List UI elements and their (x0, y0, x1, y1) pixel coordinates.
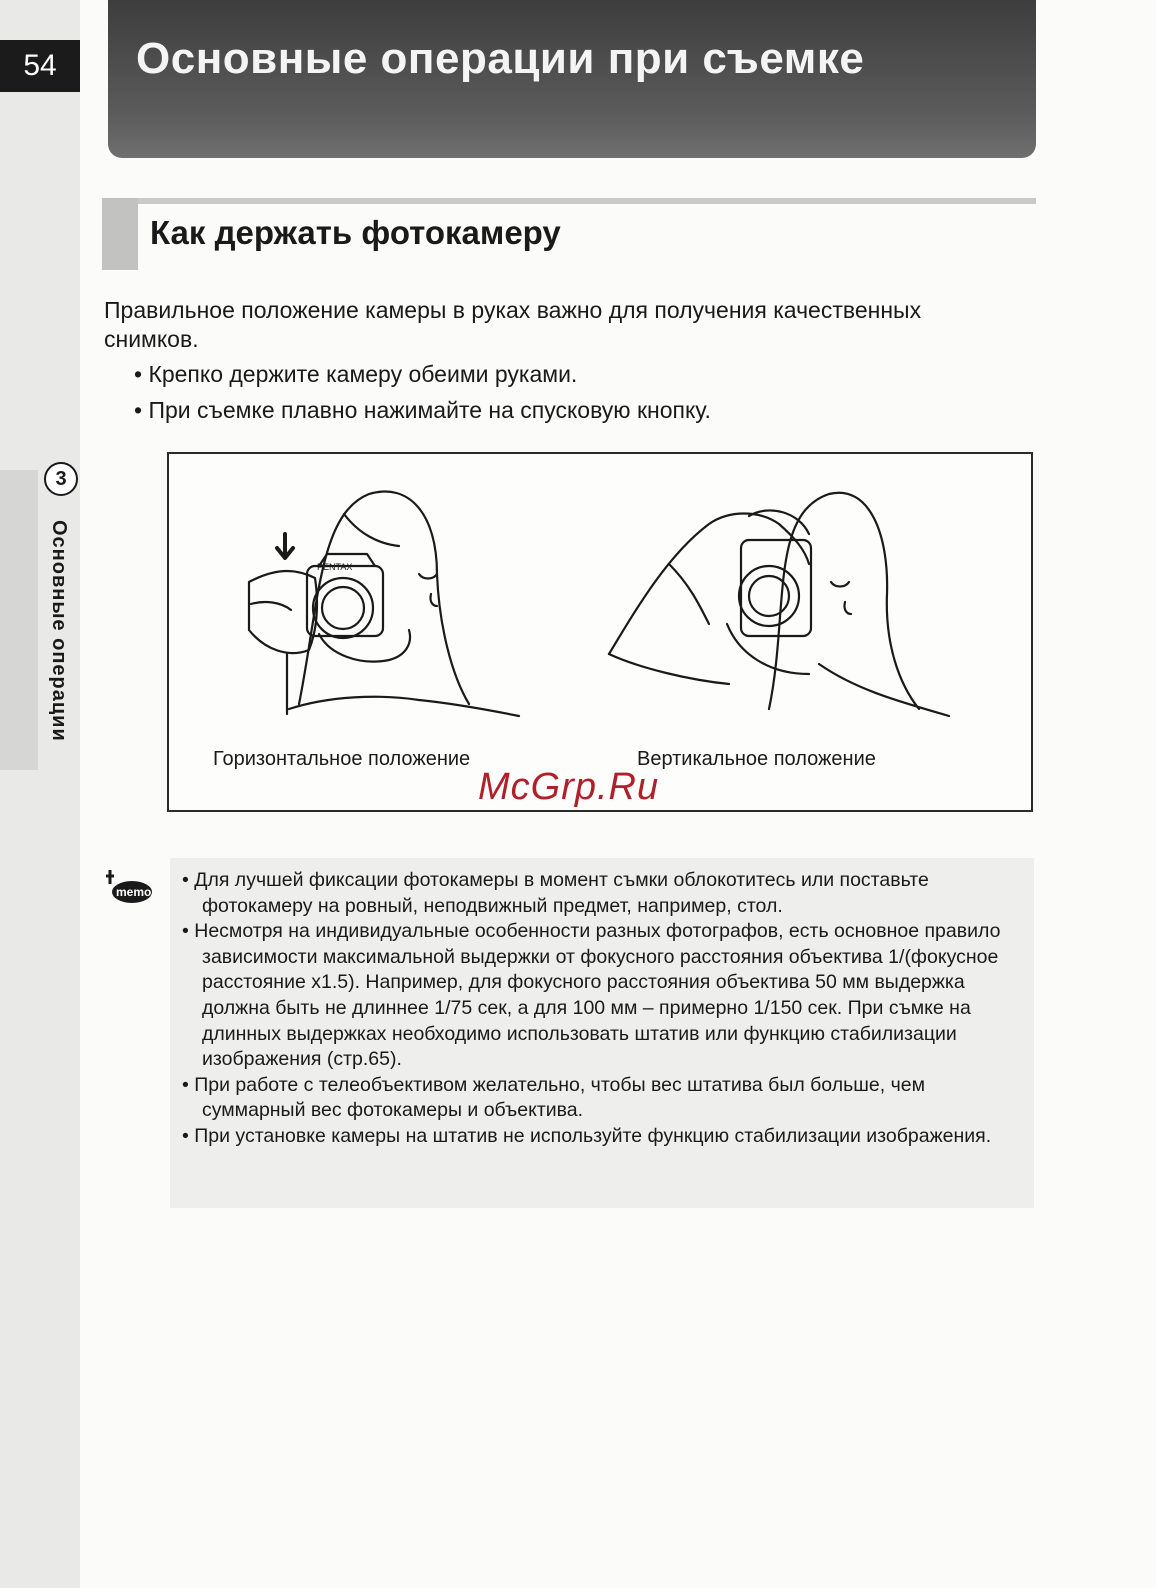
intro-bullets (134, 356, 711, 428)
camera-holding-figure (167, 452, 1033, 812)
page-number: 54 (0, 40, 80, 92)
memo-item: • При установке камеры на штатив не используйте функцию стабилизации изображения. (182, 1124, 1028, 1150)
horizontal-hold-drawing (249, 492, 519, 716)
chapter-label: Основные операции (48, 520, 70, 742)
svg-text:memo: memo (116, 885, 152, 899)
vertical-hold-drawing (609, 493, 949, 716)
memo-item: • При работе с телеобъективом желательно, чтобы вес штатива был больше, чем суммарный вес фотокамеры и объектива. (182, 1073, 1028, 1124)
page-title: Основные операции при съемке (136, 34, 865, 83)
chapter-number: 3 (44, 462, 78, 496)
memo-item: • Несмотря на индивидуальные особенности разных фотографов, есть основное правило зависимости максимальной выдержки от фокусного расстояния объектива 1/(фокусное расстояние x1.5). Например, для фокусного расстояния объектива 50 мм выдержка должна быть не длиннее 1/75 сек, а для 100 мм – примерно 1/150 сек. При съмке на длинных выдержках необходимо использовать штатив или функцию стабилизации изображения (стр.65). (182, 919, 1028, 1073)
left-margin-strip (0, 0, 80, 1588)
caption-horizontal: Горизонтальное положение (213, 748, 471, 770)
section-rule (136, 198, 1036, 204)
caption-vertical: Вертикальное положение (637, 748, 876, 770)
section-marker (102, 198, 138, 270)
memo-list (182, 868, 1028, 1150)
watermark: McGrp.Ru (478, 766, 660, 808)
intro-paragraph: Правильное положение камеры в руках важно для получения качественных снимков. (104, 297, 922, 352)
memo-icon (104, 866, 152, 908)
section-title: Как держать фотокамеру (150, 214, 561, 251)
memo-item: • Для лучшей фиксации фотокамеры в момент съмки облокотитесь или поставьте фотокамеру на ровный, неподвижный предмет, например, стол. (182, 868, 1028, 919)
intro-bullet: • Крепко держите камеру обеими руками. (134, 356, 711, 392)
svg-text:PENTAX: PENTAX (317, 562, 353, 572)
intro-bullet: • При съемке плавно нажимайте на спусковую кнопку. (134, 392, 711, 428)
